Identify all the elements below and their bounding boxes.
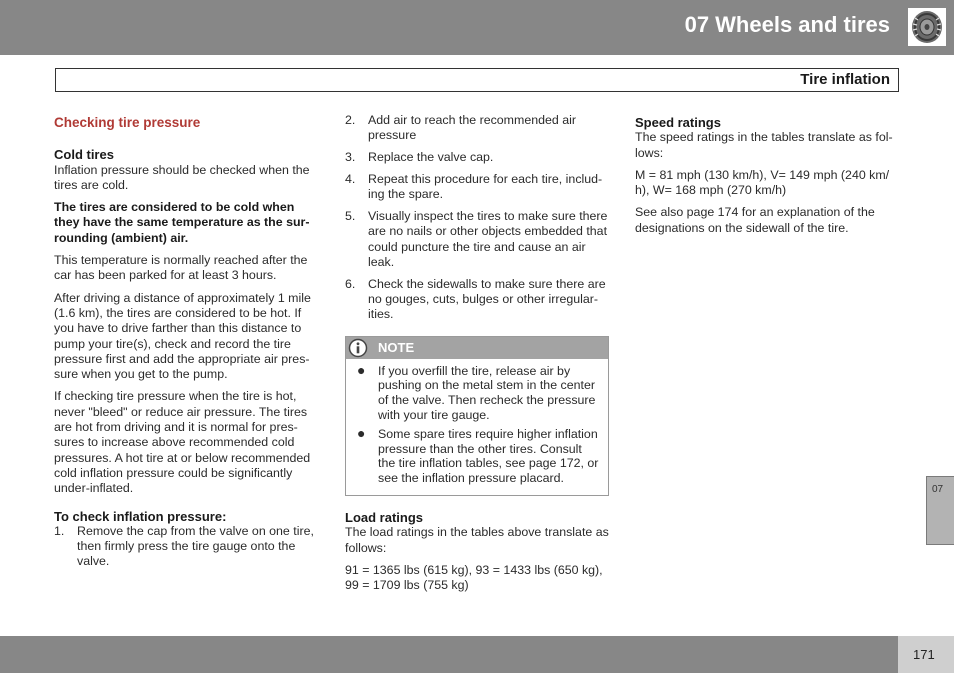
steps-list-2	[345, 113, 609, 323]
step-text: Replace the valve cap.	[368, 150, 494, 165]
cold-paragraph-bold: The tires are considered to be cold when they have the same temperature as the sur-rounding (ambient) air.	[54, 200, 310, 245]
chapter-title: 07 Wheels and tires	[684, 12, 890, 37]
note-item-text: If you overfill the tire, release air by pushing on the metal stem in the center of the valve. Then recheck the pressure with your tire gauge.	[378, 363, 596, 422]
load-ratings-heading: Load ratings	[345, 509, 424, 525]
speed-paragraph-3: See also page 174 for an explanation of the designations on the sidewall of the tire.	[635, 205, 875, 235]
column-1	[54, 113, 319, 576]
speed-ratings-heading: Speed ratings	[635, 115, 721, 130]
section-header	[55, 68, 899, 92]
note-list	[346, 359, 608, 495]
bullet: ●	[357, 424, 366, 441]
list-item	[345, 172, 609, 203]
checking-heading: Checking tire pressure	[54, 115, 201, 130]
load-paragraph-2: 91 = 1365 lbs (615 kg), 93 = 1433 lbs (650 kg), 99 = 1709 lbs (755 kg)	[345, 562, 603, 593]
step-number: 3.	[345, 150, 356, 165]
column-2	[345, 113, 609, 600]
step-number: 4.	[345, 171, 356, 186]
step-number: 2.	[345, 113, 356, 127]
note-title: NOTE	[378, 339, 415, 355]
list-item	[345, 209, 609, 270]
load-paragraph-1: The load ratings in the tables above translate as follows:	[345, 525, 609, 555]
list-item	[345, 150, 609, 165]
hot-check-paragraph: If checking tire pressure when the tire is hot, never "bleed" or reduce air pressure. The tires are hot from driving and it is normal for pres-sures to increase above recommended cold pressures. A hot tire at or below recommended cold inflation pressure could be significantly under-inflated.	[54, 389, 311, 496]
note-box	[345, 336, 609, 496]
step-text: Check the sidewalls to make sure there are no gouges, cuts, bulges or other irregular-ities.	[368, 276, 606, 322]
list-item	[345, 277, 609, 323]
tire-icon	[908, 8, 946, 46]
step-number: 5.	[345, 208, 356, 223]
list-item	[54, 524, 319, 570]
step-text: Visually inspect the tires to make sure there are no nails or other objects embedded that could puncture the tire and cause an air leak.	[368, 208, 608, 269]
page-number-box	[898, 636, 954, 673]
section-title: Tire inflation	[800, 71, 890, 88]
hot-paragraph: After driving a distance of approximately 1 mile (1.6 km), the tires are considered to be hot. If you have to drive farther than this distance to pump your tire(s), check and record the tire pressure first and add the appropriate air pres-sure when you get to the pump.	[54, 290, 311, 382]
step-text: Add air to reach the recommended air pressure	[368, 113, 576, 143]
cold-tires-heading: Cold tires	[54, 147, 114, 163]
check-inflation-heading: To check inflation pressure:	[54, 508, 227, 524]
steps-list-1	[54, 524, 319, 570]
speed-paragraph-2: M = 81 mph (130 km/h), V= 149 mph (240 km/ h), W= 168 mph (270 km/h)	[635, 167, 890, 198]
list-item	[354, 361, 600, 423]
side-tab-label: 07	[932, 484, 944, 495]
chapter-side-tab	[926, 476, 954, 545]
note-header	[346, 337, 608, 359]
bullet: ●	[357, 361, 366, 378]
step-text: Repeat this procedure for each tire, includ-ing the spare.	[368, 171, 603, 202]
list-item	[345, 113, 609, 144]
note-item-text: Some spare tires require higher inflation pressure than the other tires. Consult the tire inflation tables, see page 172, or see the inflation pressure placard.	[378, 426, 599, 486]
cold-paragraph-1: Inflation pressure should be checked when the tires are cold.	[54, 162, 310, 192]
column-3	[635, 113, 901, 243]
list-item	[354, 424, 600, 486]
cold-paragraph-3: This temperature is normally reached after the car has been parked for at least 3 hours.	[54, 253, 308, 283]
footer-bar	[0, 636, 898, 673]
step-number: 1.	[54, 523, 65, 538]
page-number: 171	[913, 647, 935, 662]
step-number: 6.	[345, 276, 356, 291]
step-text: Remove the cap from the valve on one tire, then firmly press the tire gauge onto the valve.	[77, 523, 314, 569]
speed-paragraph-1: The speed ratings in the tables translate as fol-lows:	[635, 130, 893, 160]
info-icon	[348, 338, 368, 358]
